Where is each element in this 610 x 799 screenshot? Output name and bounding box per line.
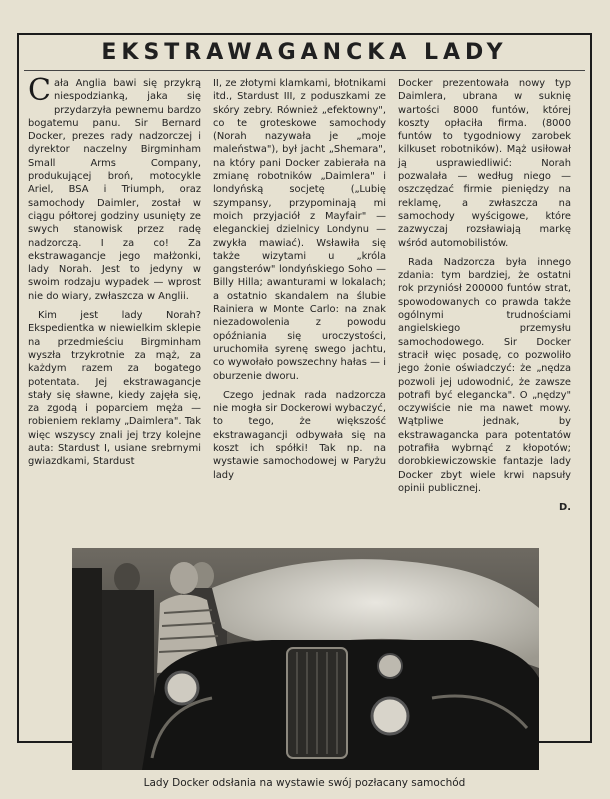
- paragraph-text: ała Anglia bawi się przykrą niespodzianką, jaka się przydarzyła pewnemu bardzo bogatemu panu. Sir Bernard Docker, prezes rady nadzorczej i dyrektor naczelny Birgminham Small Arms Company, produkującej broń, motocykle Ariel, BSA i Triumph, oraz samochody Daimler, został w ciągu półtorej godziny usunięty ze swych stanowisk przez radę nadzorczą. I za co! Za ekstrawagancje jego małżonki, lady Norah. Jest to jedyny w swoim rodzaju wypadek — wprost nie do wiary, zwłaszcza w Anglii.: [28, 78, 201, 302]
- article-body: [28, 73, 572, 542]
- article-title: EKSTRAWAGANCKA LADY: [101, 40, 508, 65]
- man-silhouette: [72, 568, 102, 770]
- paragraph: II, ze złotymi klamkami, błotnikami itd., Stardust III, z poduszkami ze skóry zebry. Również „efektowny", co te groteskowe samochody (Norah nazywała je „moje maleństwa"), był jacht „Shemara", na który pani Docker zabierała na zmianę robotników „Daimlera" i londyńską socjetę („Lubię szympansy, przypominają mi moich przyjaciół z Mayfair" — eleganckiej dzielnicy Londynu — zwykła mawiać). Wsławiła się także wizytami u „króla gangsterów" londyńskiego Soho — Billy Hilla; awanturami w lokalach; a ostatnio skandalem na ślubie Rainiera w Monte Carlo: na znak niezadowolenia z powodu opóźniania się uroczystości, uruchomiła syrenę swego jachtu, co wywołało powszechny hałas — i oburzenie dworu.: [213, 78, 386, 382]
- column-2: [213, 77, 386, 542]
- photo-illustration: [72, 548, 539, 770]
- column-1: [28, 73, 201, 542]
- lady-head: [170, 562, 198, 594]
- paragraph: Czego jednak rada nadzorcza nie mogła sir Dockerowi wybaczyć, to tego, że większość ekstrawagancji odbywała się na koszt ich spółki! Tak np. na wystawie samochodowej w Paryżu lady: [213, 389, 386, 481]
- paragraph: Kim jest lady Norah? Ekspedientka w niewielkim sklepie na przedmieściu Birgminham wyszła trzykrotnie za mąż, za każdym razem za bogatego potentata. Jej ekstrawagancje stały się sławne, kiedy zajęła się, za zgodą i poparciem męża — robieniem reklamy „Daimlera". Tak więc wszyscy znali jej trzy kolejne auta: Stardust I, usiane srebrnymi gwiazdkami, Stardust: [28, 310, 201, 468]
- paragraph: Docker prezentowała nowy typ Daimlera, ubrana w suknię wartości 8000 funtów, której koszty opłaciła firma. (8000 funtów to tygodniowy zarobek kilkuset robotników). Mąż usiłował ją usprawiedliwić: Norah pozwalała — według niego — oszczędzać firmie pieniędzy na reklamę, a zwłaszcza na samochody wyścigowe, które zazwyczaj rozsławiają markę wśród automobilistów.: [398, 78, 571, 249]
- headlight-right: [372, 698, 408, 734]
- foglight: [378, 654, 402, 678]
- paragraph: Rada Nadzorcza była innego zdania: tym bardziej, że ostatni rok przyniósł 200000 funtów strat, spowodowanych co prawda także ogólnymi trudnościami angielskiego przemysłu samochodowego. Sir Docker stracił więc posadę, co pozwoliło jego żonie oświadczyć: że „nędza pozwoli jej udowodnić, że zawsze potrafi być elegancka". O „nędzy" oczywiście nie ma nawet mowy. Wątpliwe jednak, by ekstrawagancka para potentatów potrafiła wybrnąć z kłopotów; dorobkiewiczowskie fantazje lady Docker zbyt wiele krwi napsuły opinii publicznej.: [398, 256, 571, 494]
- headlight-left: [166, 672, 198, 704]
- drop-cap: C: [28, 73, 51, 108]
- paragraph: [28, 73, 201, 303]
- title-divider: [24, 70, 585, 71]
- column-3: [398, 77, 571, 542]
- photo-caption: Lady Docker odsłania na wystawie swój pozłacany samochód: [143, 777, 466, 789]
- article-photo: [72, 548, 539, 770]
- author-signature: D.: [559, 502, 571, 514]
